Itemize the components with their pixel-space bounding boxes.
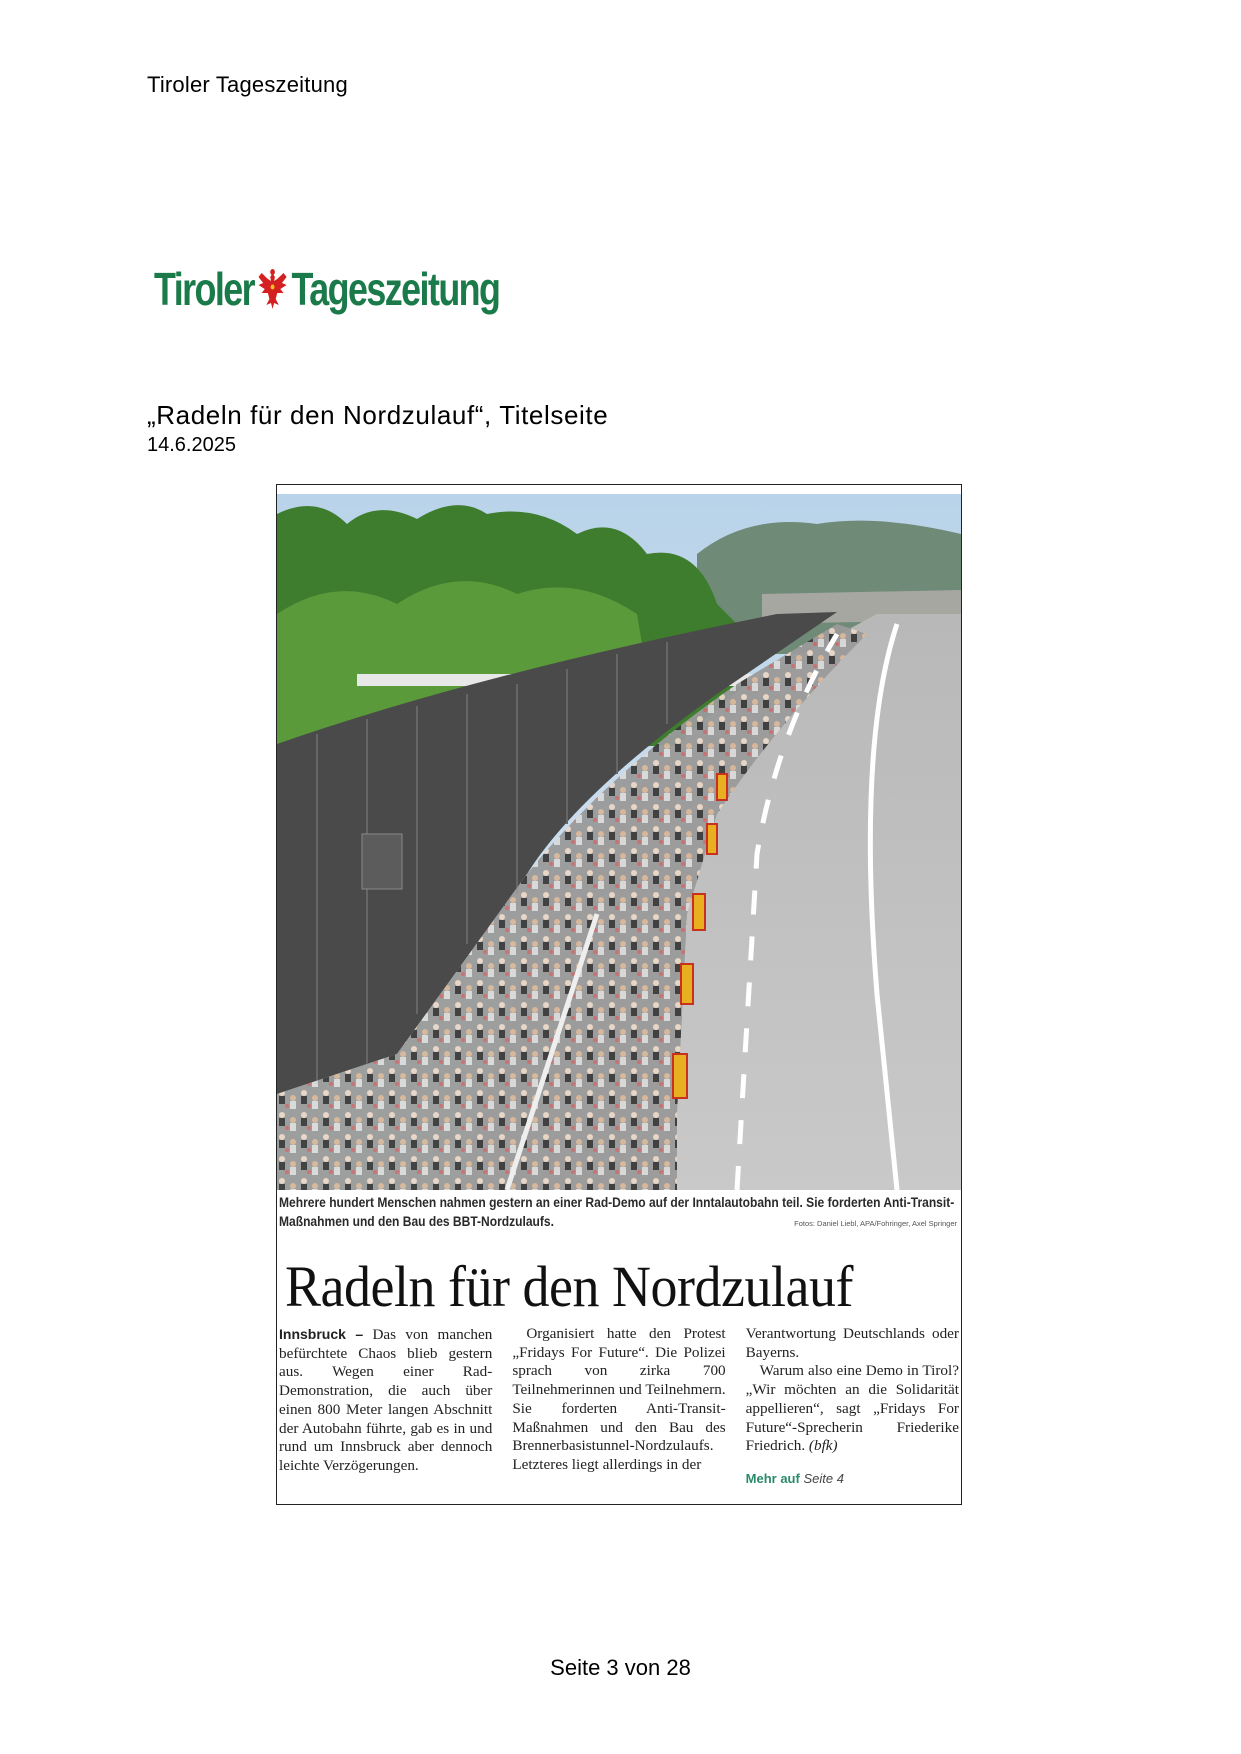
photo-caption: Mehrere hundert Menschen nahmen gestern an einer Rad-Demo auf der Inntalautobahn teil. Sie forderten Anti-Transit-Maßnahmen und den Bau des BBT-Nordzulaufs.	[279, 1194, 955, 1229]
newspaper-logo	[154, 262, 499, 316]
document-header: Tiroler Tageszeitung	[147, 72, 348, 97]
column-1-text: Das von manchen befürchtete Chaos blieb gestern aus. Wegen einer Rad-Demonstration, die auch über einen 800 Meter langen Abschnitt der Autobahn führte, gab es in und rund um Innsbruck aber dennoch leichte Verzögerungen.	[279, 1326, 493, 1474]
tyrolean-eagle-icon	[257, 267, 288, 311]
demo-photo	[277, 494, 961, 1190]
article-title: „Radeln für den Nordzulauf“, Titelseite	[147, 400, 609, 430]
more-label: Mehr auf	[745, 1470, 800, 1486]
photo-illustration	[277, 494, 961, 1190]
more-page: Seite 4	[803, 1470, 844, 1486]
column-2-text: Organisiert hatte den Protest „Fridays For Future“. Die Polizei sprach von zirka 700 Teilnehmerinnen und Teilnehmern. Sie forderten Anti-Transit-Maßnahmen und den Bau des Brennerbasistunnel-Nordzulaufs. Letzteres liegt allerdings in der	[512, 1325, 726, 1473]
column-3-text-2: Warum also eine Demo in Tirol? „Wir möchten an die Solidarität appellieren“, sagt „Fridays For Future“-Sprecherin Friederike Friedrich.	[745, 1362, 959, 1455]
article-body	[279, 1325, 959, 1489]
logo-left-word: Tiroler	[154, 263, 255, 315]
logo-right-word: Tageszeitung	[291, 263, 500, 315]
newspaper-clipping	[276, 484, 962, 1505]
dateline: Innsbruck –	[279, 1326, 364, 1342]
author-signature: (bfk)	[808, 1437, 838, 1455]
column-3-text-1: Verantwortung Deutschlands oder Bayerns.	[745, 1325, 959, 1361]
article-column-1	[279, 1325, 492, 1489]
clipping-headline: Radeln für den Nordzulauf	[285, 1254, 854, 1319]
photo-credit: Fotos: Daniel Liebl, APA/Fohringer, Axel Springer	[794, 1219, 957, 1228]
page-number: Seite 3 von 28	[550, 1655, 691, 1680]
article-column-3	[746, 1325, 959, 1489]
article-column-2	[512, 1325, 725, 1489]
article-date: 14.6.2025	[147, 434, 236, 456]
more-on-page-link[interactable]	[746, 1470, 959, 1489]
